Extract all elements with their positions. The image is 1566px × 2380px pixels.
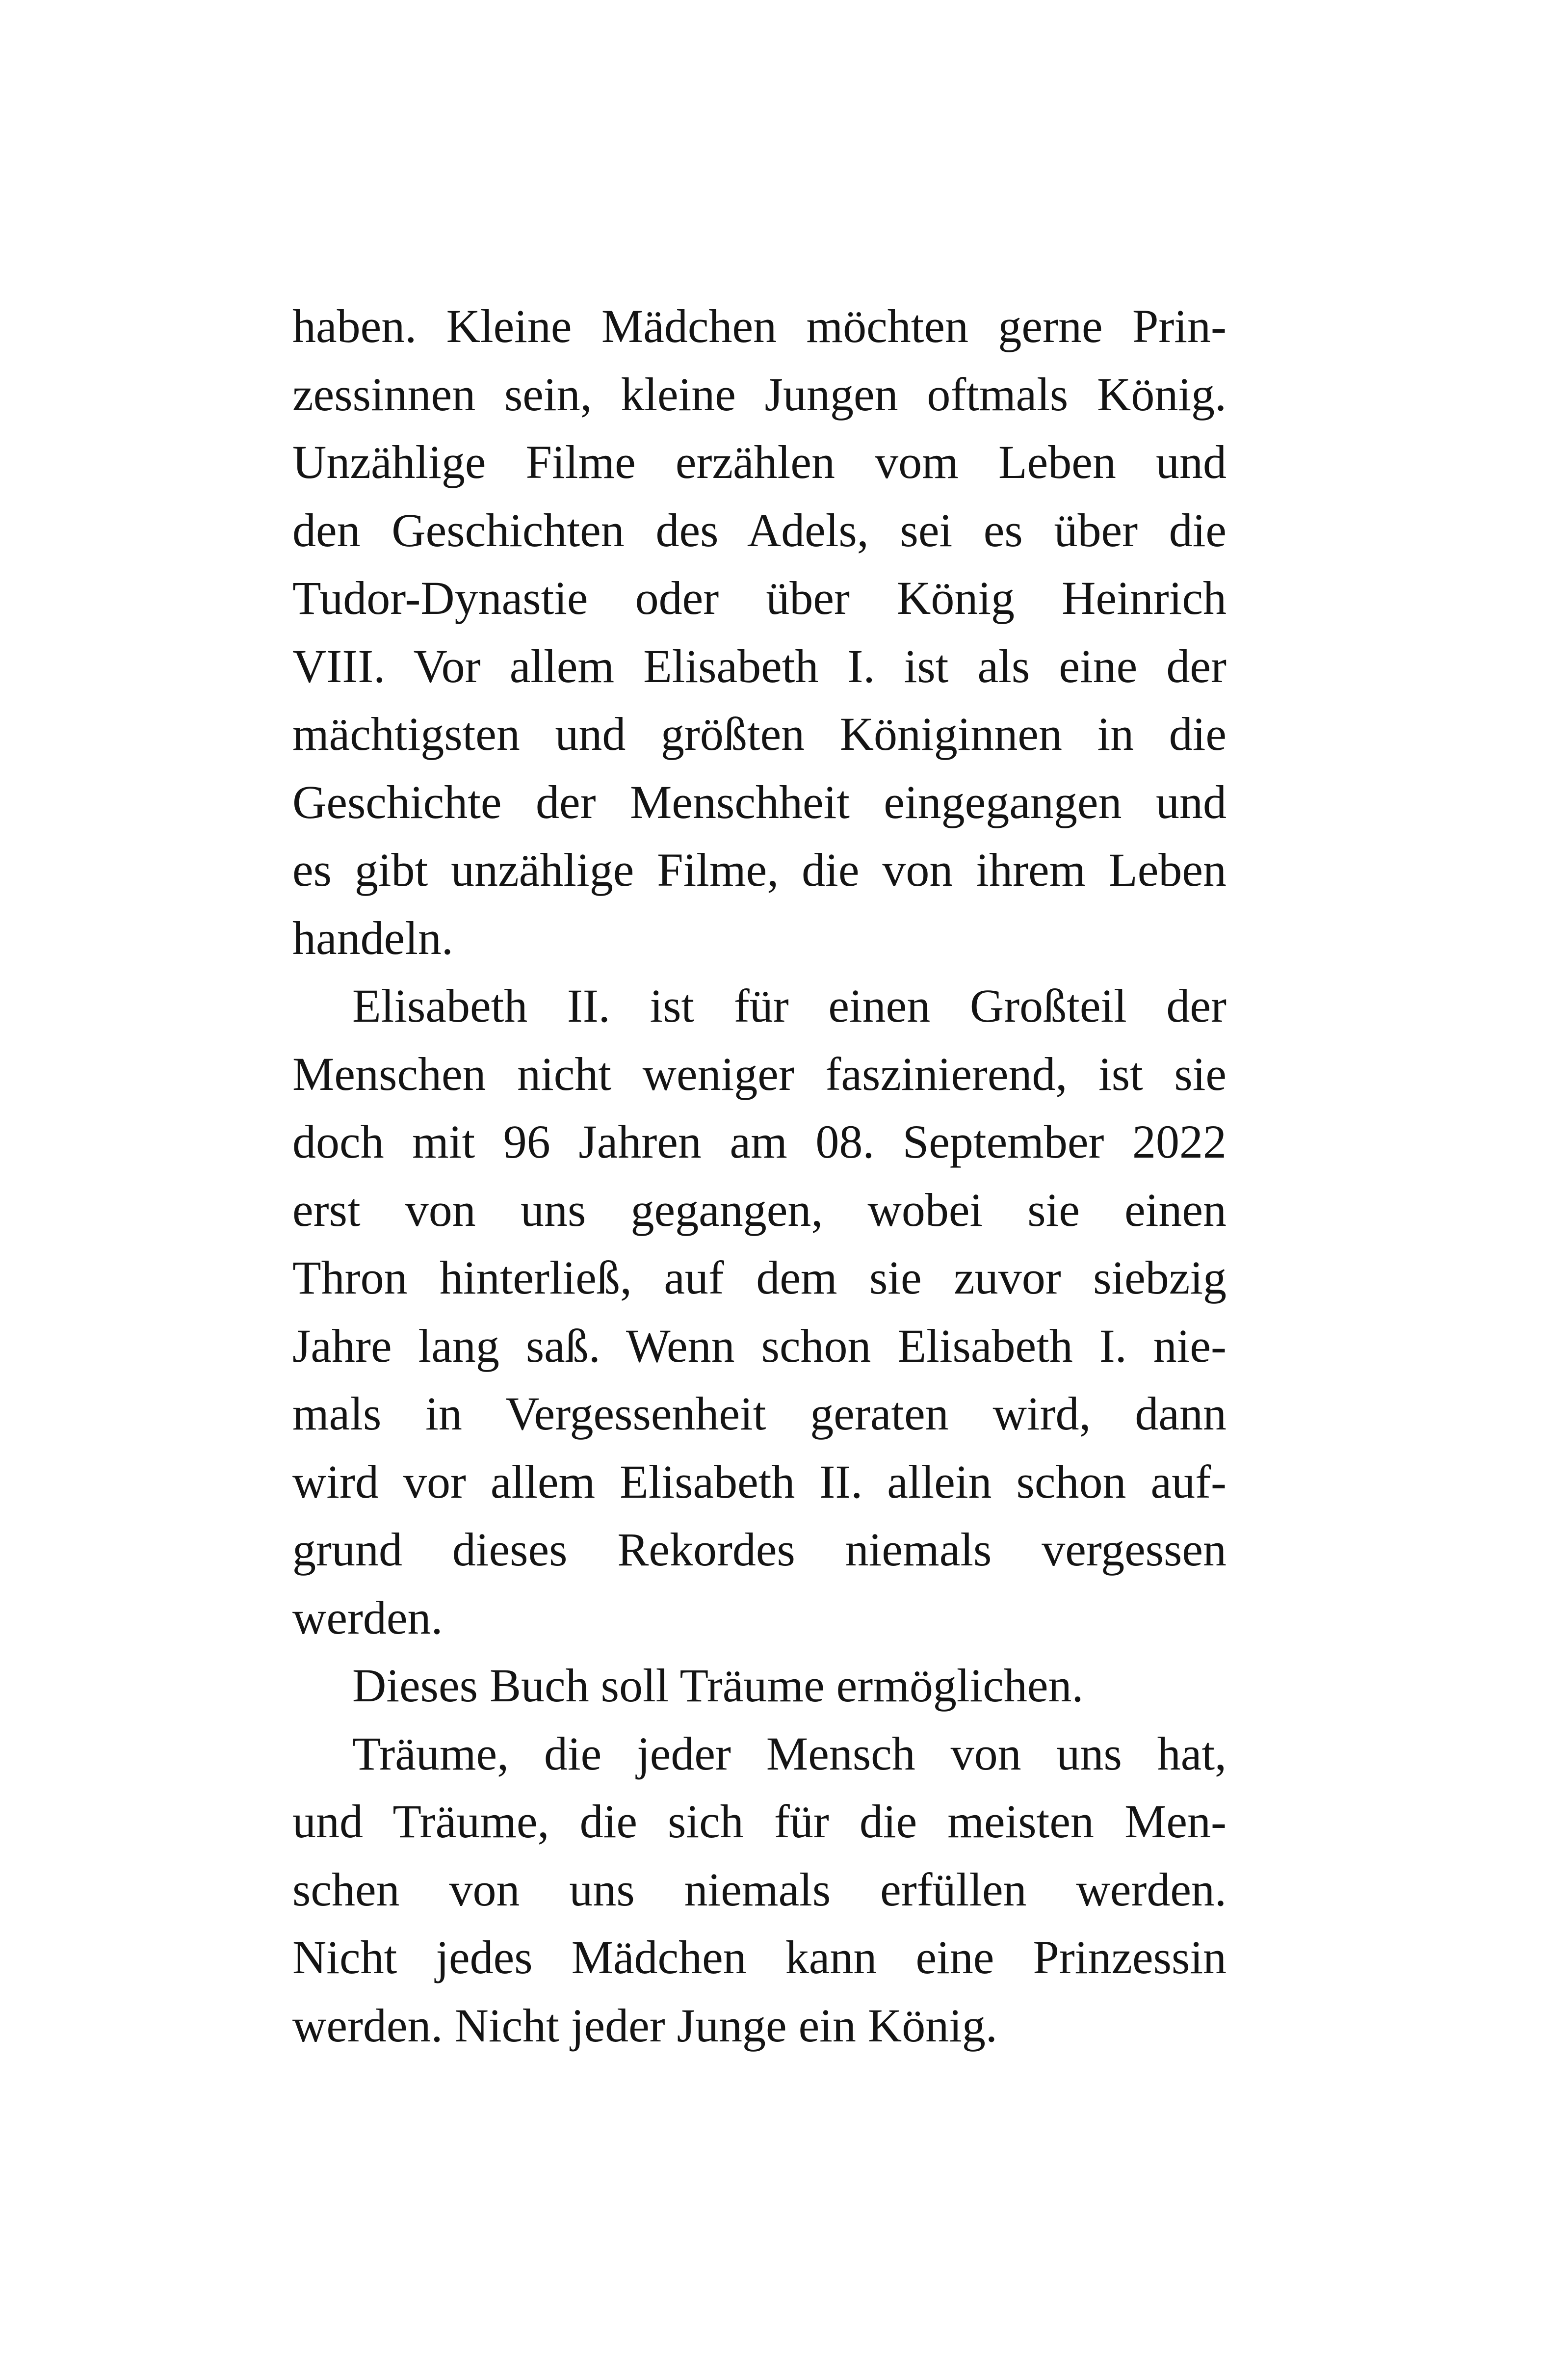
text-line: Thron hinterließ, auf dem sie zuvor siebzig: [292, 1251, 1227, 1304]
text-line: und Träume, die sich für die meisten Men-: [292, 1795, 1227, 1848]
text-line: Dieses Buch soll Träume ermöglichen.: [352, 1659, 1084, 1712]
text-line: den Geschichten des Adels, sei es über die: [292, 503, 1227, 556]
text-line: Geschichte der Menschheit eingegangen und: [292, 775, 1227, 828]
text-line: mals in Vergessenheit geraten wird, dann: [292, 1387, 1227, 1440]
text-line: erst von uns gegangen, wobei sie einen: [292, 1183, 1227, 1236]
text-line: Menschen nicht weniger faszinierend, ist sie: [292, 1047, 1227, 1100]
text-line: werden. Nicht jeder Junge ein König.: [292, 1999, 997, 2052]
text-line: doch mit 96 Jahren am 08. September 2022: [292, 1115, 1227, 1168]
text-line: handeln.: [292, 911, 453, 964]
text-line: Unzählige Filme erzählen vom Leben und: [292, 436, 1227, 488]
body-text: [292, 292, 1227, 2060]
text-line: mächtigsten und größten Königinnen in die: [292, 708, 1227, 760]
text-line: Elisabeth II. ist für einen Großteil der: [352, 979, 1227, 1032]
text-line: Tudor-Dynastie oder über König Heinrich: [292, 572, 1227, 624]
text-line: Träume, die jeder Mensch von uns hat,: [352, 1727, 1227, 1780]
text-line: VIII. Vor allem Elisabeth I. ist als eine der: [292, 639, 1227, 692]
text-line: es gibt unzählige Filme, die von ihrem Leben: [292, 844, 1227, 896]
text-line: grund dieses Rekordes niemals vergessen: [292, 1523, 1227, 1576]
text-line: zessinnen sein, kleine Jungen oftmals König.: [292, 368, 1227, 421]
text-line: Nicht jedes Mädchen kann eine Prinzessin: [292, 1931, 1227, 1983]
text-line: schen von uns niemals erfüllen werden.: [292, 1863, 1227, 1916]
text-line: werden.: [292, 1591, 443, 1644]
text-line: Jahre lang saß. Wenn schon Elisabeth I. nie-: [292, 1319, 1227, 1372]
text-line: haben. Kleine Mädchen möchten gerne Prin-: [292, 300, 1227, 352]
text-line: wird vor allem Elisabeth II. allein schon auf-: [292, 1455, 1227, 1508]
